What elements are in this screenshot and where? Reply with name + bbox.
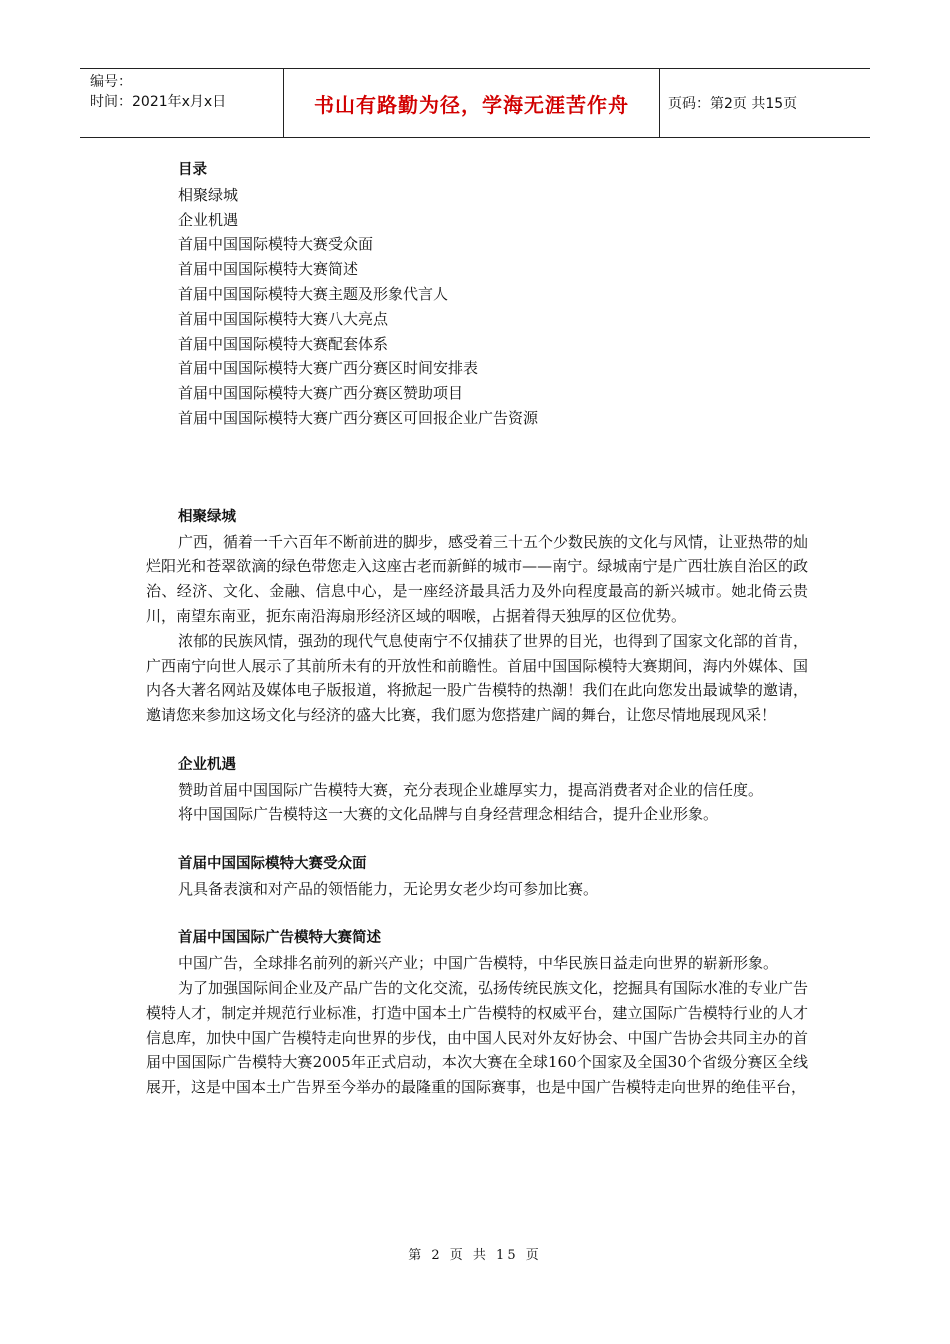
number-label: 编号： [90, 74, 132, 90]
toc-list [146, 183, 808, 431]
toc-title: 目录 [178, 162, 207, 178]
section-title: 首届中国国际模特大赛受众面 [178, 855, 367, 872]
document-body [146, 158, 808, 1100]
header-motto: 书山有路勤为径，学海无涯苦作舟 [283, 69, 660, 137]
section-title: 企业机遇 [178, 756, 236, 773]
section-paragraph: 为了加强国际间企业及产品广告的文化交流，弘扬传统民族文化，挖掘具有国际水准的专业广告模特人才，制定并规范行业标准，打造中国本土广告模特的权威平台，建立国际广告模特行业的人才信息库，加快中国广告模特走向世界的步伐，由中国人民对外友好协会、中国广告协会共同主办的首届中国国际广告模特大赛2005年正式启动，本次大赛在全球160个国家及全国30个省级分赛区全线展开，这是中国本土广告界至今举办的最隆重的国际赛事，也是中国广告模特走向世界的绝佳平台， [146, 978, 809, 1097]
time-label: 时间：2021年x月x日 [90, 94, 227, 110]
section-paragraph: 中国广告，全球排名前列的新兴产业；中国广告模特，中华民族日益走向世界的崭新形象。 [178, 954, 779, 973]
section-title: 首届中国国际广告模特大赛简述 [178, 930, 381, 947]
section-paragraph: 将中国国际广告模特这一大赛的文化品牌与自身经营理念相结合，提升企业形象。 [178, 805, 719, 824]
section-paragraph: 广西，循着一千六百年不断前进的脚步，感受着三十五个少数民族的文化与风情，让亚热带的灿烂阳光和苍翠欲滴的绿色带您走入这座古老而新鲜的城市——南宁。绿城南宁是广西壮族自治区的政治、经济、文化、金融、信息中心，是一座经济最具活力及外向程度最高的新兴城市。她北倚云贵川，南望东南亚，扼东南沿海扇形经济区域的咽喉，占据着得天独厚的区位优势。 [146, 532, 809, 625]
toc-item: 企业机遇 [178, 210, 239, 229]
toc-item: 首届中国国际模特大赛广西分赛区时间安排表 [178, 359, 479, 378]
header-table [80, 68, 870, 138]
toc-item: 相聚绿城 [178, 185, 239, 204]
header-meta [80, 69, 283, 137]
toc-item: 首届中国国际模特大赛受众面 [178, 235, 374, 254]
toc-item: 首届中国国际模特大赛配套体系 [178, 334, 389, 353]
section-paragraph: 赞助首届中国国际广告模特大赛，充分表现企业雄厚实力，提高消费者对企业的信任度。 [178, 780, 764, 799]
section-paragraph: 凡具备表演和对产品的领悟能力，无论男女老少均可参加比赛。 [178, 879, 599, 898]
toc-item: 首届中国国际模特大赛简述 [178, 260, 359, 279]
toc-item: 首届中国国际模特大赛主题及形象代言人 [178, 284, 449, 303]
page-footer [0, 1244, 950, 1263]
toc-item: 首届中国国际模特大赛广西分赛区可回报企业广告资源 [178, 408, 539, 427]
header-page-info: 页码：第2页 共15页 [668, 96, 798, 112]
section-title: 相聚绿城 [178, 508, 236, 525]
section-paragraph: 浓郁的民族风情，强劲的现代气息使南宁不仅捕获了世界的目光，也得到了国家文化部的首肯，广西南宁向世人展示了其前所未有的开放性和前瞻性。首届中国国际模特大赛期间，海内外媒体、国内各大著名网站及媒体电子版报道，将掀起一股广告模特的热潮！我们在此向您发出最诚挚的邀请，邀请您来参加这场文化与经济的盛大比赛，我们愿为您搭建广阔的舞台，让您尽情地展现风采！ [146, 631, 809, 725]
footer-page-number: 第 2 页 共 15 页 [408, 1248, 542, 1263]
toc-item: 首届中国国际模特大赛八大亮点 [178, 309, 389, 328]
toc-item: 首届中国国际模特大赛广西分赛区赞助项目 [178, 384, 464, 403]
